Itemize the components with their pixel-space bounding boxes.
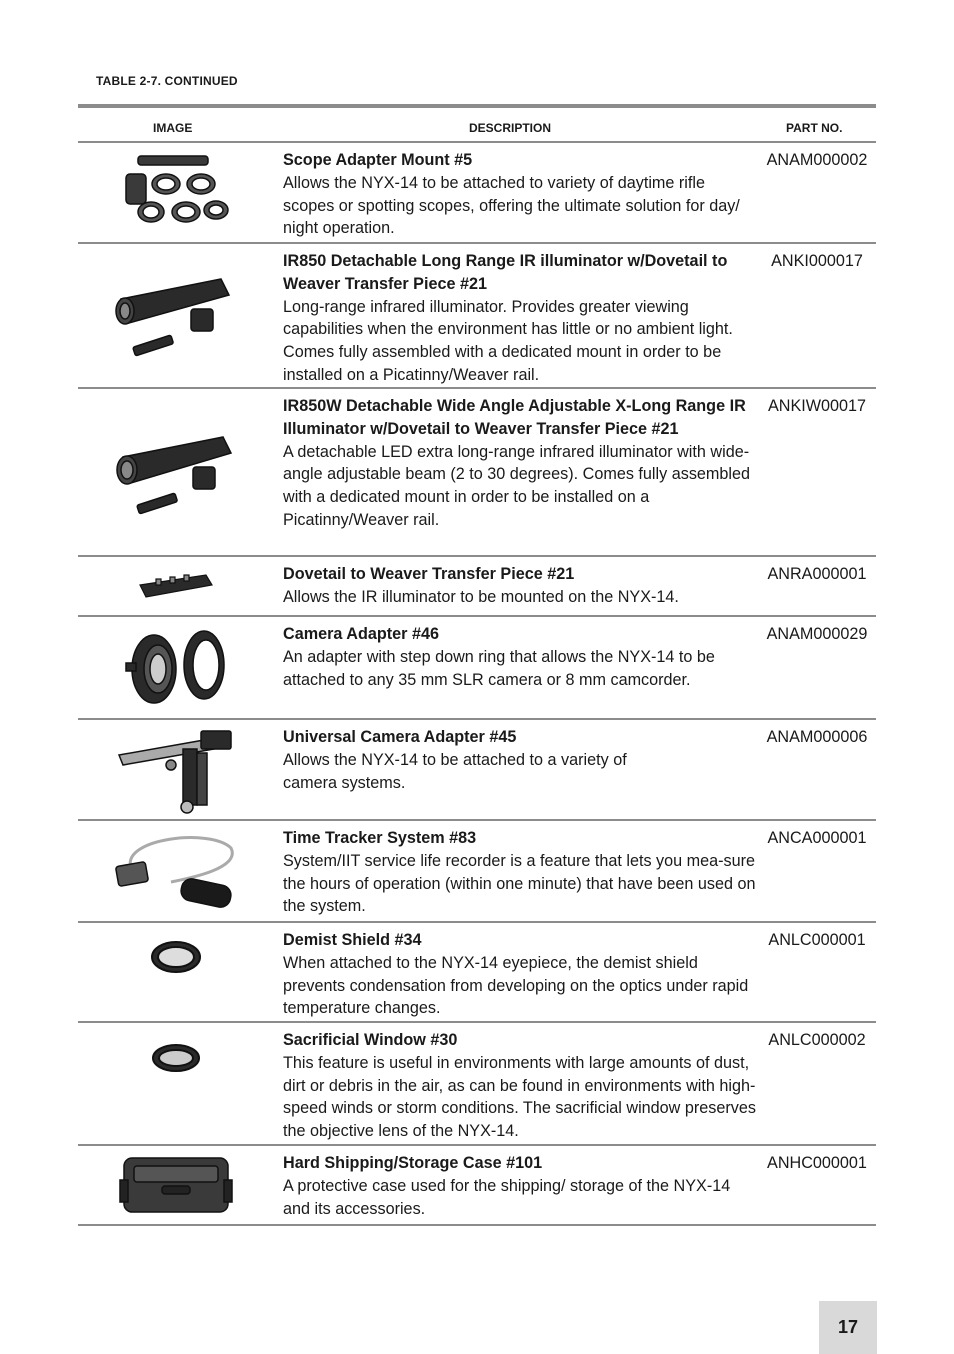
page-number: 17 (819, 1301, 877, 1354)
part-number: ANHC000001 (767, 1154, 867, 1172)
table-row (78, 720, 876, 821)
table-row (78, 617, 876, 720)
row-title: IR850W Detachable Wide Angle Adjustable X-Long Range IR Illuminator w/Dovetail to Weaver Transfer Piece #21 (283, 397, 746, 438)
row-title: Dovetail to Weaver Transfer Piece #21 (283, 565, 575, 583)
ir-illuminator-wide-icon (78, 389, 273, 555)
scope-adapter-mount-icon (78, 143, 273, 242)
row-text: Allows the NYX-14 to be attached to variety of daytime rifle scopes or spotting scopes, offering the ultimate solution for day/ night operation. (283, 173, 740, 238)
row-description (283, 929, 758, 1020)
row-text: Allows the NYX-14 to be attached to a variety of camera systems. (283, 750, 627, 792)
table-row (78, 1023, 876, 1146)
camera-adapter-icon (78, 617, 273, 718)
row-text: System/IIT service life recorder is a feature that lets you mea-sure the hours of operation (within one minute) that have been used on the system. (283, 851, 756, 916)
part-number: ANRA000001 (767, 565, 867, 583)
row-title: Demist Shield #34 (283, 931, 422, 949)
row-text: When attached to the NYX-14 eyepiece, the demist shield prevents condensation from developing on the optics under rapid temperature changes. (283, 953, 749, 1018)
row-description (283, 250, 758, 387)
row-description (283, 1152, 758, 1220)
part-number: ANAM000006 (766, 728, 868, 746)
table-row (78, 244, 876, 389)
row-text: This feature is useful in environments with large amounts of dust, dirt or debris in the air, as can be found in environments with high-speed winds or storm conditions. The sacrificial window preserves the objective lens of the NYX-14. (283, 1053, 756, 1141)
ir-illuminator-icon (78, 244, 273, 387)
part-number: ANKI000017 (771, 252, 863, 270)
column-header-description: DESCRIPTION (469, 121, 552, 135)
parts-table (78, 104, 876, 1226)
row-title: Sacrificial Window #30 (283, 1031, 458, 1049)
table-row (78, 821, 876, 923)
table-row (78, 923, 876, 1023)
row-description (283, 827, 758, 918)
table-header (78, 108, 876, 143)
column-header-image: IMAGE (153, 121, 193, 135)
row-description (283, 149, 758, 240)
part-number: ANAM000029 (766, 625, 868, 643)
demist-shield-icon (78, 923, 273, 1021)
universal-camera-adapter-icon (78, 720, 273, 819)
row-text: A detachable LED extra long-range infrared illuminator with wide-angle adjustable beam (2 to 30 degrees). Comes fully assembled with a dedicated mount in order to be installed on a Picatinny/Weaver rail. (283, 442, 751, 529)
row-title: Time Tracker System #83 (283, 829, 477, 847)
table-row (78, 143, 876, 244)
row-title: Camera Adapter #46 (283, 625, 439, 643)
row-description (283, 726, 758, 794)
part-number: ANCA000001 (767, 829, 867, 847)
column-header-part-no: PART NO. (786, 121, 843, 135)
table-caption: TABLE 2-7. CONTINUED (96, 74, 238, 88)
row-title: Scope Adapter Mount #5 (283, 151, 473, 169)
row-text: Long-range infrared illuminator. Provides greater viewing capabilities when the environment has little or no ambient light. Comes fully assembled with a dedicated mount in order to be installed on a Picatinny/Weaver rail. (283, 297, 733, 384)
weaver-rail-icon (78, 557, 273, 615)
part-number: ANKIW00017 (767, 397, 867, 415)
part-number: ANLC000002 (768, 1031, 866, 1049)
row-description (283, 1029, 758, 1143)
row-title: Hard Shipping/Storage Case #101 (283, 1154, 543, 1172)
table-row (78, 389, 876, 557)
row-description (283, 563, 758, 609)
part-number: ANLC000001 (768, 931, 866, 949)
row-description (283, 395, 758, 532)
table-row (78, 557, 876, 617)
time-tracker-icon (78, 821, 273, 921)
sacrificial-window-icon (78, 1023, 273, 1144)
row-text: An adapter with step down ring that allows the NYX-14 to be attached to any 35 mm SLR camera or 8 mm camcorder. (283, 647, 715, 689)
row-title: Universal Camera Adapter #45 (283, 728, 517, 746)
part-number: ANAM000002 (766, 151, 868, 169)
table-row (78, 1146, 876, 1226)
storage-case-icon (78, 1146, 273, 1224)
row-title: IR850 Detachable Long Range IR illuminator w/Dovetail to Weaver Transfer Piece #21 (283, 252, 728, 293)
row-text: A protective case used for the shipping/ storage of the NYX-14 and its accessories. (283, 1176, 731, 1218)
row-text: Allows the IR illuminator to be mounted on the NYX-14. (283, 587, 679, 606)
row-description (283, 623, 758, 691)
